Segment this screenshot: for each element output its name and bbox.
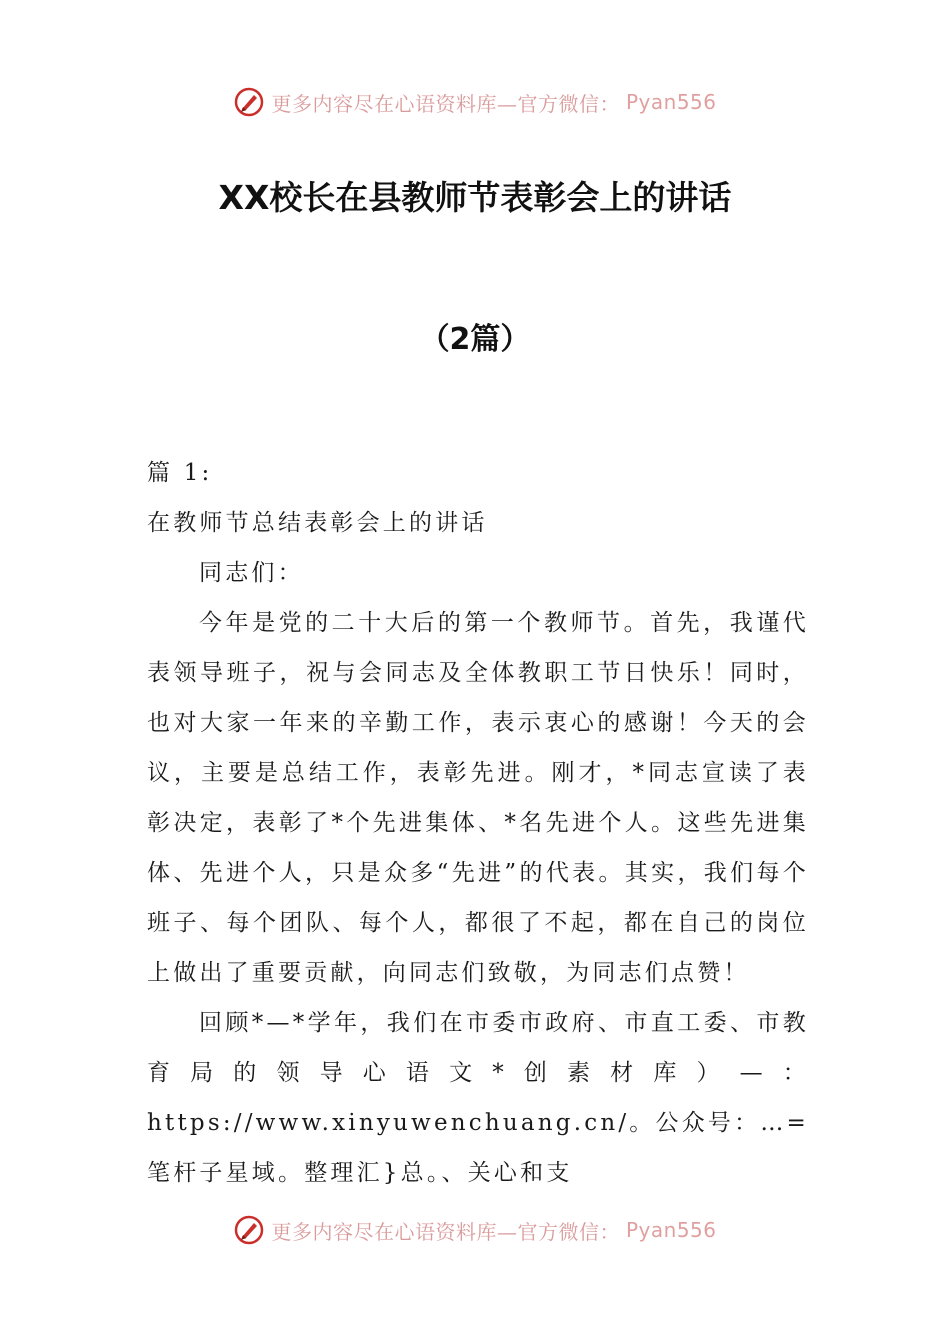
watermark-text: 更多内容尽在心语资料库—官方微信： (271, 91, 620, 116)
pen-logo-icon (233, 1214, 265, 1246)
watermark-wechat-id: Pyan556 (625, 1218, 717, 1242)
watermark-text: 更多内容尽在心语资料库—官方微信： (271, 1219, 620, 1244)
footer-watermark (0, 1210, 950, 1250)
section-label: 篇 1: (147, 460, 213, 486)
document-body (147, 448, 809, 1198)
watermark-wechat-id: Pyan556 (625, 90, 717, 114)
document-title: XX校长在县教师节表彰会上的讲话 (218, 178, 732, 217)
header-watermark (0, 82, 950, 122)
paragraph-1: 今年是党的二十大后的第一个教师节。首先，我谨代表领导班子，祝与会同志及全体教职工节日快乐！同时，也对大家一年来的辛勤工作，表示衷心的感谢！今天的会议，主要是总结工作，表彰先进。刚才，*同志宣读了表彰决定，表彰了*个先进集体、*名先进个人。这些先进集体、先进个人，只是众多“先进”的代表。其实，我们每个班子、每个团队、每个人，都很了不起，都在自己的岗位上做出了重要贡献，向同志们致敬，为同志们点赞！ (147, 610, 809, 986)
paragraph-2: 回顾*—*学年，我们在市委市政府、市直工委、市教育局的领导心语文*创素材库）—：https://www.xinyuwenchuang.cn/。公众号：…=笔杆子星域。整理汇}总。、关心和支 (147, 1010, 809, 1186)
document-subtitle: （2篇） (419, 322, 531, 357)
pen-logo-icon (233, 86, 265, 118)
salutation: 同志们： (199, 560, 304, 586)
speech-title: 在教师节总结表彰会上的讲话 (147, 510, 488, 536)
